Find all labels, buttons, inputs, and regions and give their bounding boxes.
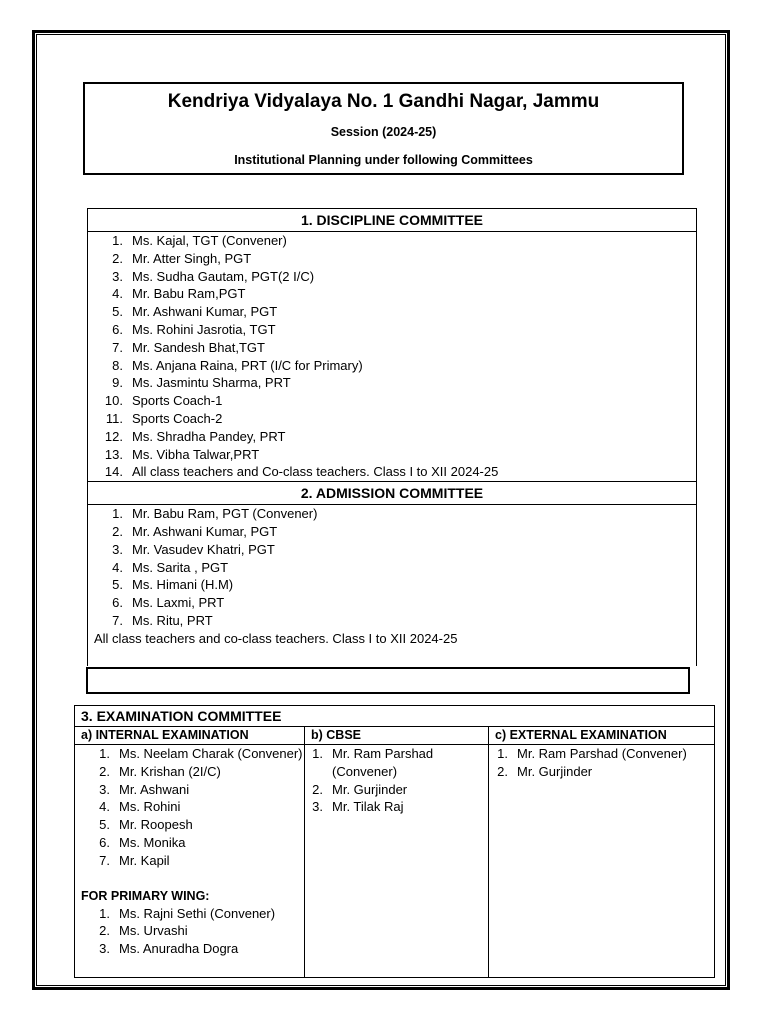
list-item-text: Mr. Ashwani (119, 781, 190, 797)
list-item-number: 2. (99, 763, 110, 779)
list-item-number: 1. (99, 905, 110, 921)
list-item (75, 763, 304, 781)
list-item (88, 428, 696, 446)
list-item-number: 7. (99, 852, 110, 868)
list-item (75, 852, 304, 870)
list-item-number: 12. (104, 428, 123, 444)
admission-committee-title: 2. ADMISSION COMMITTEE (88, 481, 696, 505)
list-item-text: Mr. Vasudev Khatri, PGT (132, 541, 275, 557)
list-item-number: 5. (112, 577, 123, 593)
list-item-text: Ms. Anuradha Dogra (119, 941, 239, 957)
list-item-text: Mr. Atter Singh, PGT (132, 250, 252, 266)
internal-exam-list (75, 745, 304, 870)
list-item-text: Mr. Ashwani Kumar, PGT (132, 523, 278, 539)
list-item-number: 5. (112, 304, 123, 320)
list-item (75, 940, 304, 958)
list-item-text: Mr. Kapil (119, 852, 170, 868)
list-item-text: Mr. Krishan (2I/C) (119, 763, 221, 779)
list-item-number: 2. (112, 250, 123, 266)
list-item (88, 321, 696, 339)
list-item-number: 2. (112, 523, 123, 539)
list-item-number: 2. (312, 781, 323, 797)
list-item-text: Ms. Shradha Pandey, PRT (132, 428, 286, 444)
list-item (88, 250, 696, 268)
list-item-number: 2. (497, 763, 508, 779)
list-item (88, 410, 696, 428)
list-item-text: Mr. Gurjinder (332, 781, 408, 797)
admission-member-list (88, 505, 696, 630)
list-item (489, 745, 714, 763)
school-name: Kendriya Vidyalaya No. 1 Gandhi Nagar, Jammu (167, 91, 600, 112)
list-item-text: Mr. Babu Ram,PGT (132, 286, 246, 302)
list-item (489, 763, 714, 781)
list-item-text: Ms. Himani (H.M) (132, 577, 234, 593)
list-item-number: 11. (105, 410, 123, 426)
list-item-number: 3. (112, 541, 123, 557)
list-item (88, 303, 696, 321)
list-item-text: Mr. Ram Parshad (Convener) (517, 746, 687, 761)
list-item-text: Sports Coach-2 (132, 410, 223, 426)
list-item (88, 374, 696, 392)
list-item-number: 13. (104, 446, 123, 462)
list-item-text: Ms. Sudha Gautam, PGT(2 I/C) (132, 268, 315, 284)
list-item (88, 559, 696, 577)
list-item (75, 905, 304, 923)
list-item-number: 4. (99, 799, 110, 815)
list-item-text: Ms. Jasmintu Sharma, PRT (132, 375, 291, 391)
session-label: Session (2024-25) (330, 125, 437, 139)
list-item-text: Ms. Rohini Jasrotia, TGT (132, 321, 276, 337)
list-item-text: Ms. Sarita , PGT (132, 559, 229, 575)
planning-subtitle: Institutional Planning under following Committees (234, 153, 533, 167)
list-item (88, 594, 696, 612)
list-item (88, 446, 696, 464)
list-item-text: Ms. Vibha Talwar,PRT (132, 446, 260, 462)
list-item-number: 2. (99, 923, 110, 939)
list-item (88, 285, 696, 303)
list-item-text: Mr. Roopesh (119, 817, 193, 833)
list-item (305, 781, 488, 799)
cbse-column (305, 727, 489, 977)
list-item (88, 232, 696, 250)
external-exam-column (489, 727, 714, 977)
list-item (305, 745, 488, 781)
list-item-number: 3. (99, 781, 110, 797)
list-item-number: 5. (99, 817, 110, 833)
examination-committee-title: 3. EXAMINATION COMMITTEE (75, 706, 714, 727)
list-item-number: 8. (112, 357, 123, 373)
list-item-number: 3. (312, 799, 323, 815)
list-item-number: 3. (99, 941, 110, 957)
list-item-number: 7. (112, 612, 123, 628)
list-item-text: Ms. Anjana Raina, PRT (I/C for Primary) (132, 357, 363, 373)
list-item-number: 1. (312, 746, 323, 761)
list-item-number: 3. (112, 268, 123, 284)
cbse-heading: b) CBSE (305, 727, 488, 745)
list-item (88, 523, 696, 541)
list-item-text: Ms. Urvashi (119, 923, 188, 939)
list-item-text: Ms. Monika (119, 834, 186, 850)
list-item-text: Ms. Rajni Sethi (Convener) (119, 905, 276, 921)
list-item-number: 6. (99, 834, 110, 850)
list-item-text: Mr. Gurjinder (517, 763, 593, 779)
list-item-number: 6. (112, 321, 123, 337)
list-item (75, 816, 304, 834)
list-item-text: Ms. Ritu, PRT (132, 612, 213, 628)
list-item (75, 922, 304, 940)
list-item-number: 4. (112, 559, 123, 575)
list-item-number: 1. (112, 506, 123, 522)
internal-exam-column (75, 727, 305, 977)
list-item (88, 463, 696, 481)
list-item-text: Ms. Rohini (119, 799, 181, 815)
admission-note: All class teachers and co-class teachers. Class I to XII 2024-25 (94, 630, 458, 646)
list-item-number: 9. (112, 375, 123, 391)
list-item-text: Ms. Laxmi, PRT (132, 595, 225, 611)
list-item-text: All class teachers and Co-class teachers. Class I to XII 2024-25 (132, 464, 499, 480)
list-item-text: Ms. Neelam Charak (Convener) (119, 746, 303, 761)
list-item-number: 14. (104, 464, 123, 480)
list-item (88, 505, 696, 523)
list-item-text: Sports Coach-1 (132, 393, 223, 409)
external-exam-list (489, 745, 714, 781)
list-item (88, 541, 696, 559)
list-item (75, 834, 304, 852)
list-item (75, 781, 304, 799)
list-item-text: Ms. Kajal, TGT (Convener) (132, 233, 287, 248)
list-item-number: 4. (112, 286, 123, 302)
list-item-number: 6. (112, 595, 123, 611)
list-item-text: Mr. Tilak Raj (332, 799, 404, 815)
list-item-number: 1. (99, 746, 110, 761)
list-item (88, 576, 696, 594)
discipline-member-list (88, 232, 696, 481)
list-item (88, 268, 696, 286)
empty-row-box (86, 667, 690, 694)
list-item (75, 798, 304, 816)
list-item-text: Mr. Ram Parshad (Convener) (332, 746, 434, 779)
primary-wing-list (75, 905, 304, 958)
internal-exam-heading: a) INTERNAL EXAMINATION (75, 727, 304, 745)
list-item-text: Mr. Sandesh Bhat,TGT (132, 339, 265, 355)
list-item-text: Mr. Ashwani Kumar, PGT (132, 304, 278, 320)
list-item (88, 357, 696, 375)
list-item-number: 10. (104, 393, 123, 409)
external-exam-heading: c) EXTERNAL EXAMINATION (489, 727, 714, 745)
committees-table (87, 208, 697, 666)
list-item (75, 745, 304, 763)
list-item (88, 392, 696, 410)
list-item-number: 1. (112, 233, 123, 248)
header-box (83, 82, 684, 175)
primary-wing-label: FOR PRIMARY WING: (81, 888, 210, 903)
list-item-text: Mr. Babu Ram, PGT (Convener) (132, 506, 318, 522)
list-item (88, 612, 696, 630)
list-item-number: 7. (112, 339, 123, 355)
cbse-list (305, 745, 488, 816)
list-item-number: 1. (497, 746, 508, 761)
list-item (305, 798, 488, 816)
list-item (88, 339, 696, 357)
examination-committee-table (74, 705, 715, 978)
discipline-committee-title: 1. DISCIPLINE COMMITTEE (88, 209, 696, 232)
